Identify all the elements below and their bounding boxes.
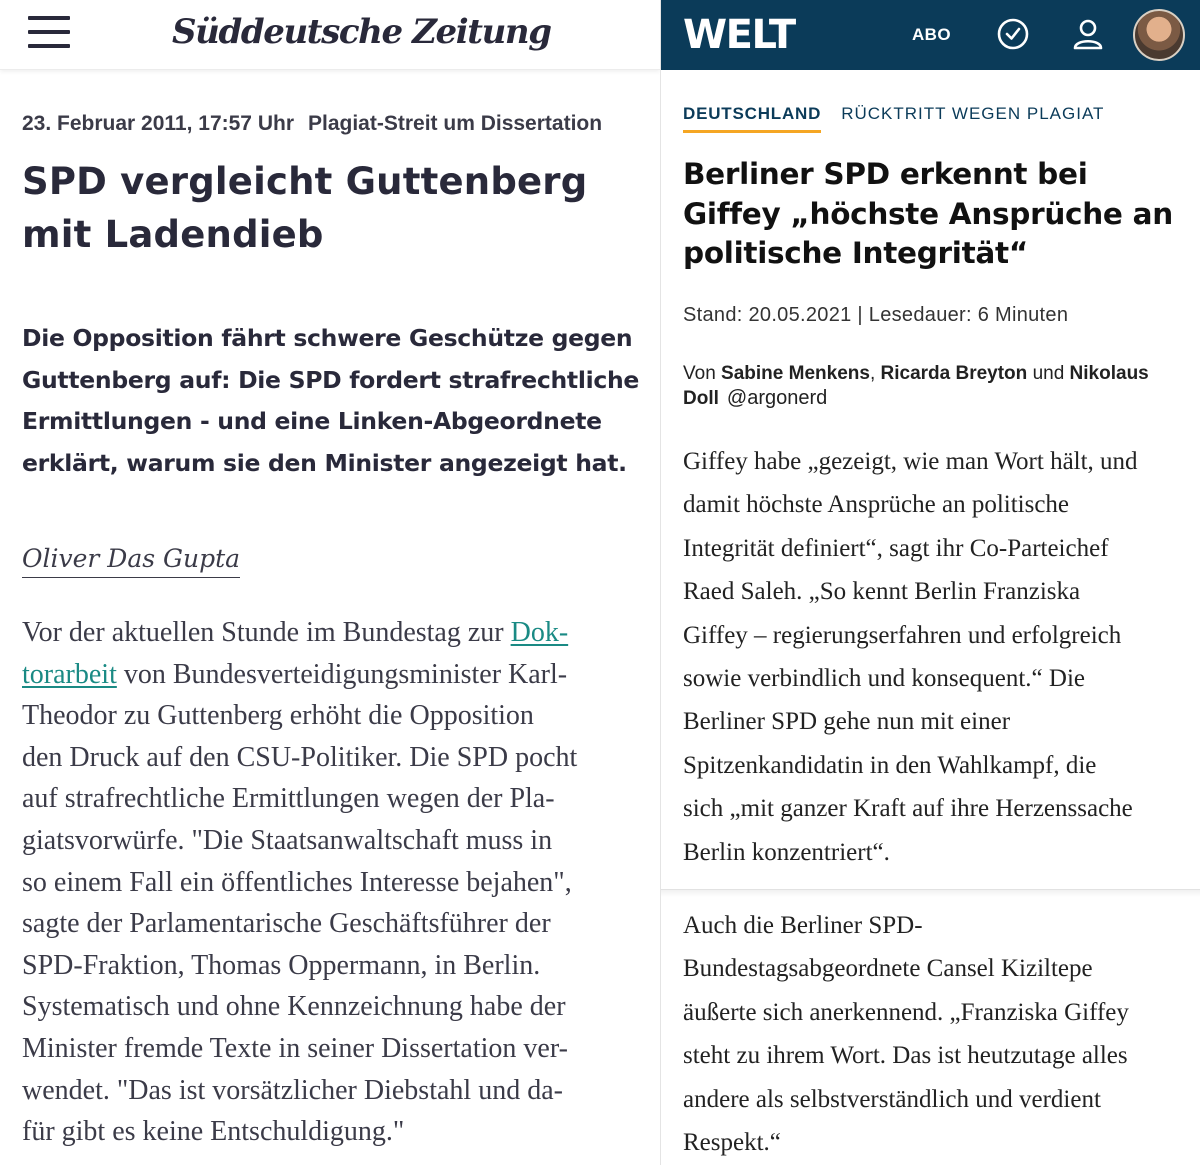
user-icon[interactable] <box>1071 17 1105 51</box>
body-line <box>22 654 642 696</box>
twitter-handle: @argonerd <box>726 387 828 409</box>
body-line <box>22 612 642 654</box>
body-line: äußerte sich anerkennend. „Franziska Giffey <box>683 998 1129 1026</box>
abo-button[interactable]: ABO <box>912 25 951 44</box>
article-teaser: Die Opposition fährt schwere Geschütze gegen Guttenberg auf: Die SPD fordert strafrechtliche Ermittlungen - und eine Linken-Abgeordnete erklärt, warum sie den Minister angezeigt hat. <box>22 324 640 477</box>
body-line: Theodor zu Guttenberg erhöht die Opposition <box>22 700 534 732</box>
body-line: damit höchste Ansprüche an politische <box>683 491 1070 519</box>
author-link[interactable]: Oliver Das Gupta <box>22 542 240 578</box>
body-line: Integrität definiert“, sagt ihr Co-Parteichef <box>683 534 1109 562</box>
welt-logo[interactable]: WELT <box>683 12 795 58</box>
body-line: Berlin konzentriert“. <box>683 838 890 866</box>
body-text: Vor der aktuellen Stunde im Bundestag zur <box>22 617 511 648</box>
body-line: Systematisch und ohne Kennzeichnung habe der <box>22 991 566 1023</box>
section-separator <box>661 889 1200 897</box>
dissertation-link[interactable]: Dok- <box>510 617 569 648</box>
body-line: wendet. "Das ist vorsätzlicher Diebstahl und da- <box>22 1074 563 1106</box>
body-line: Spitzenkandidatin in den Wahlkampf, die <box>683 751 1097 779</box>
article-topic: Plagiat-Streit um Dissertation <box>308 112 603 135</box>
article-paragraph <box>683 904 1193 1164</box>
body-line: Berliner SPD gehe nun mit einer <box>683 708 1011 736</box>
byline-prefix: Von <box>683 363 716 384</box>
body-line: Bundestagsabgeordnete Cansel Kiziltepe <box>683 955 1093 983</box>
category-link[interactable]: DEUTSCHLAND <box>683 104 821 133</box>
body-line: so einem Fall ein öffentliches Interesse bejahen", <box>22 866 572 898</box>
byline-separator: und <box>1032 363 1065 384</box>
sz-logo[interactable]: Süddeutsche Zeitung <box>172 12 551 52</box>
clock-check-icon[interactable] <box>996 17 1030 51</box>
hamburger-menu-icon[interactable] <box>28 16 72 50</box>
welt-article-panel <box>661 0 1200 1165</box>
body-line: sich „mit ganzer Kraft auf ihre Herzenssache <box>683 795 1133 823</box>
byline-separator: , <box>869 363 876 384</box>
author-link[interactable]: Sabine Menkens <box>721 363 870 384</box>
body-line: Giffey – regierungserfahren und erfolgreich <box>683 621 1122 649</box>
sz-header <box>0 0 660 70</box>
article-body <box>22 612 642 1153</box>
body-line: für gibt es keine Entschuldigung." <box>22 1116 405 1148</box>
welt-header <box>661 0 1200 70</box>
body-line: auf strafrechtliche Ermittlungen wegen der Pla- <box>22 783 555 815</box>
body-text: von Bundesverteidigungsminister Karl- <box>116 658 568 690</box>
avatar[interactable] <box>1133 9 1185 61</box>
article-title: Berliner SPD erkennt bei Giffey „höchste Ansprüche an politische Integrität“ <box>683 157 1173 270</box>
author-link[interactable]: Nikolaus Doll <box>683 363 1149 409</box>
body-line: Giffey habe „gezeigt, wie man Wort hält, und <box>683 448 1138 475</box>
body-line: steht zu ihrem Wort. Das ist heutzutage alles <box>683 1042 1128 1070</box>
body-line: sagte der Parlamentarische Geschäftsführer der <box>22 908 551 940</box>
subcategory-link[interactable]: RÜCKTRITT WEGEN PLAGIAT <box>841 104 1105 123</box>
author-link[interactable]: Ricarda Breyton <box>880 363 1028 384</box>
body-line: sowie verbindlich und konsequent.“ Die <box>683 665 1085 693</box>
article-meta: Stand: 20.05.2021 | Lesedauer: 6 Minuten <box>683 304 1069 326</box>
body-line: Respekt.“ <box>683 1129 781 1157</box>
body-line: Minister fremde Texte in seiner Dissertation ver- <box>22 1032 568 1064</box>
article-date: 23. Februar 2011, 17:57 Uhr <box>22 112 294 135</box>
dissertation-link[interactable]: torarbeit <box>22 658 117 690</box>
body-line: Raed Saleh. „So kennt Berlin Franziska <box>683 578 1081 606</box>
body-line: SPD-Fraktion, Thomas Oppermann, in Berlin. <box>22 949 541 981</box>
article-paragraph <box>683 440 1193 874</box>
body-line: den Druck auf den CSU-Politiker. Die SPD pocht <box>22 741 578 773</box>
body-line: Auch die Berliner SPD- <box>683 912 923 939</box>
breadcrumb <box>683 104 1104 133</box>
byline <box>683 362 1183 411</box>
article-meta <box>22 112 602 136</box>
body-line: andere als selbstverständlich und verdient <box>683 1085 1101 1113</box>
body-line: giatsvorwürfe. "Die Staatsanwaltschaft muss in <box>22 824 553 856</box>
article-title: SPD vergleicht Guttenberg mit Ladendieb <box>22 160 588 256</box>
